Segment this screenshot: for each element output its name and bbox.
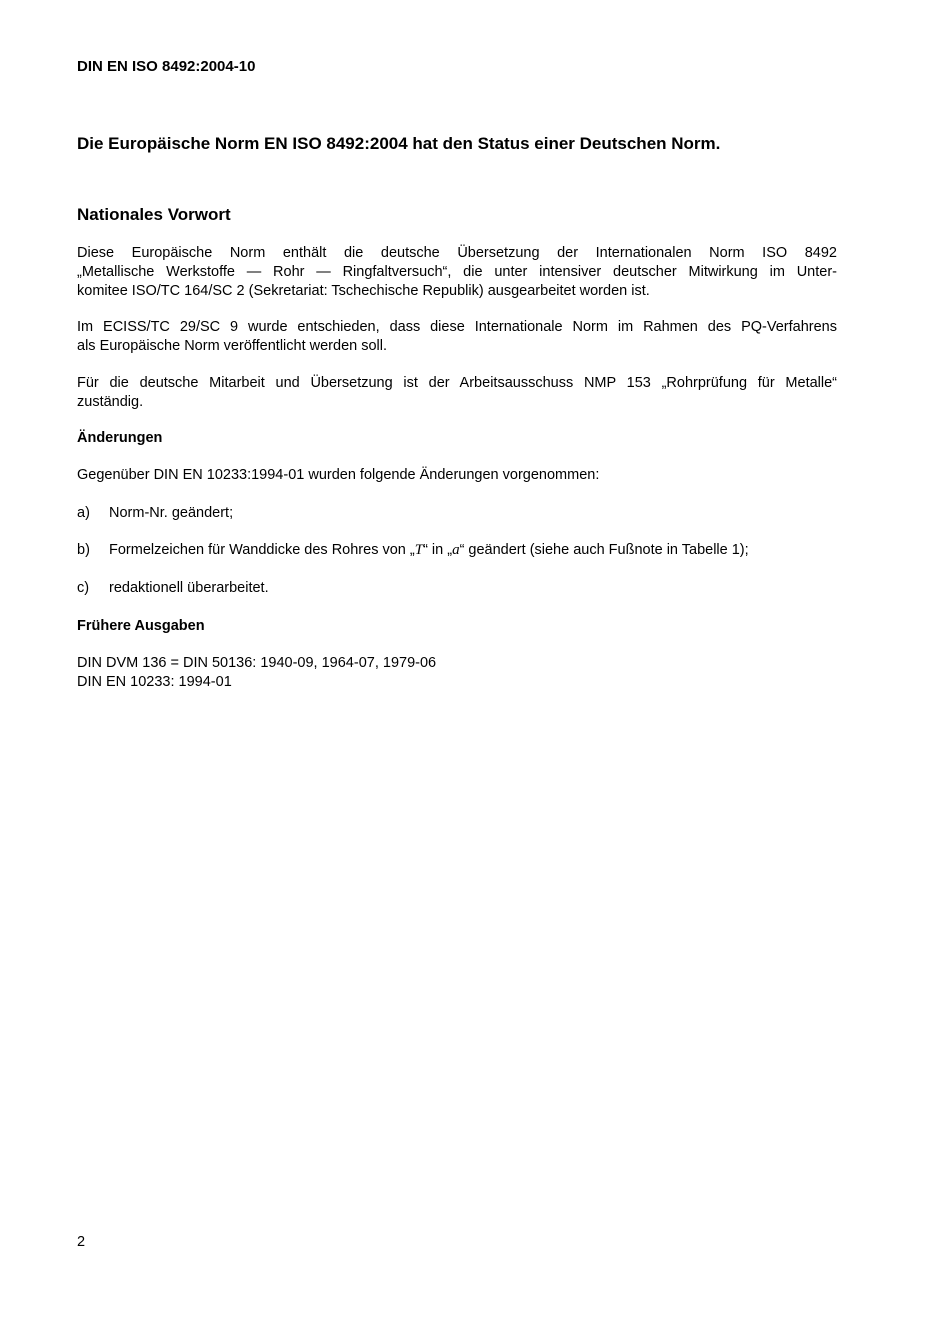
document-identifier: DIN EN ISO 8492:2004-10 xyxy=(77,58,256,75)
list-item-text: Norm-Nr. geändert; xyxy=(109,505,234,521)
paragraph-line: komitee ISO/TC 164/SC 2 (Sekretariat: Tschechische Republik) ausgearbeitet worden ist. xyxy=(77,283,650,299)
list-item-text-before: Formelzeichen für Wanddicke des Rohres von „ xyxy=(109,542,415,558)
list-item-text: redaktionell überarbeitet. xyxy=(109,580,269,596)
paragraph-line: als Europäische Norm veröffentlicht werden soll. xyxy=(77,338,388,354)
foreword-title: Nationales Vorwort xyxy=(77,205,231,224)
old-symbol: T xyxy=(414,542,424,558)
previous-edition-line: DIN DVM 136 = DIN 50136: 1940-09, 1964-07, 1979-06 xyxy=(77,655,437,671)
list-marker: c) xyxy=(77,580,90,596)
paragraph-line: zuständig. xyxy=(77,394,144,410)
foreword-paragraph-1 xyxy=(77,244,837,301)
foreword-paragraph-3 xyxy=(77,374,837,412)
paragraph-line: Für die deutsche Mitarbeit und Übersetzung ist der Arbeitsausschuss NMP 153 „Rohrprüfung für Metalle“ xyxy=(77,375,837,391)
page-number: 2 xyxy=(77,1234,86,1250)
list-item-text-after: “ geändert (siehe auch Fußnote in Tabelle 1); xyxy=(459,542,749,558)
paragraph-line: „Metallische Werkstoffe — Rohr — Ringfaltversuch“, die unter intensiver deutscher Mitwirkung im Unter- xyxy=(77,264,837,280)
list-marker: b) xyxy=(77,542,90,558)
previous-editions-title: Frühere Ausgaben xyxy=(77,618,205,634)
paragraph-line: Diese Europäische Norm enthält die deutsche Übersetzung der Internationalen Norm ISO 8492 xyxy=(77,245,837,261)
changes-title: Änderungen xyxy=(77,430,163,446)
new-symbol: a xyxy=(452,542,460,558)
changes-intro: Gegenüber DIN EN 10233:1994-01 wurden folgende Änderungen vorgenommen: xyxy=(77,467,600,483)
paragraph-line: Im ECISS/TC 29/SC 9 wurde entschieden, dass diese Internationale Norm im Rahmen des PQ-Verfahrens xyxy=(77,319,837,335)
previous-edition-line: DIN EN 10233: 1994-01 xyxy=(77,674,232,690)
list-item xyxy=(77,505,233,521)
list-item xyxy=(77,542,749,559)
list-item-text-middle: “ in „ xyxy=(423,542,453,558)
list-item xyxy=(77,580,269,596)
foreword-paragraph-2 xyxy=(77,318,837,356)
status-heading: Die Europäische Norm EN ISO 8492:2004 hat den Status einer Deutschen Norm. xyxy=(77,134,721,153)
list-marker: a) xyxy=(77,505,90,521)
